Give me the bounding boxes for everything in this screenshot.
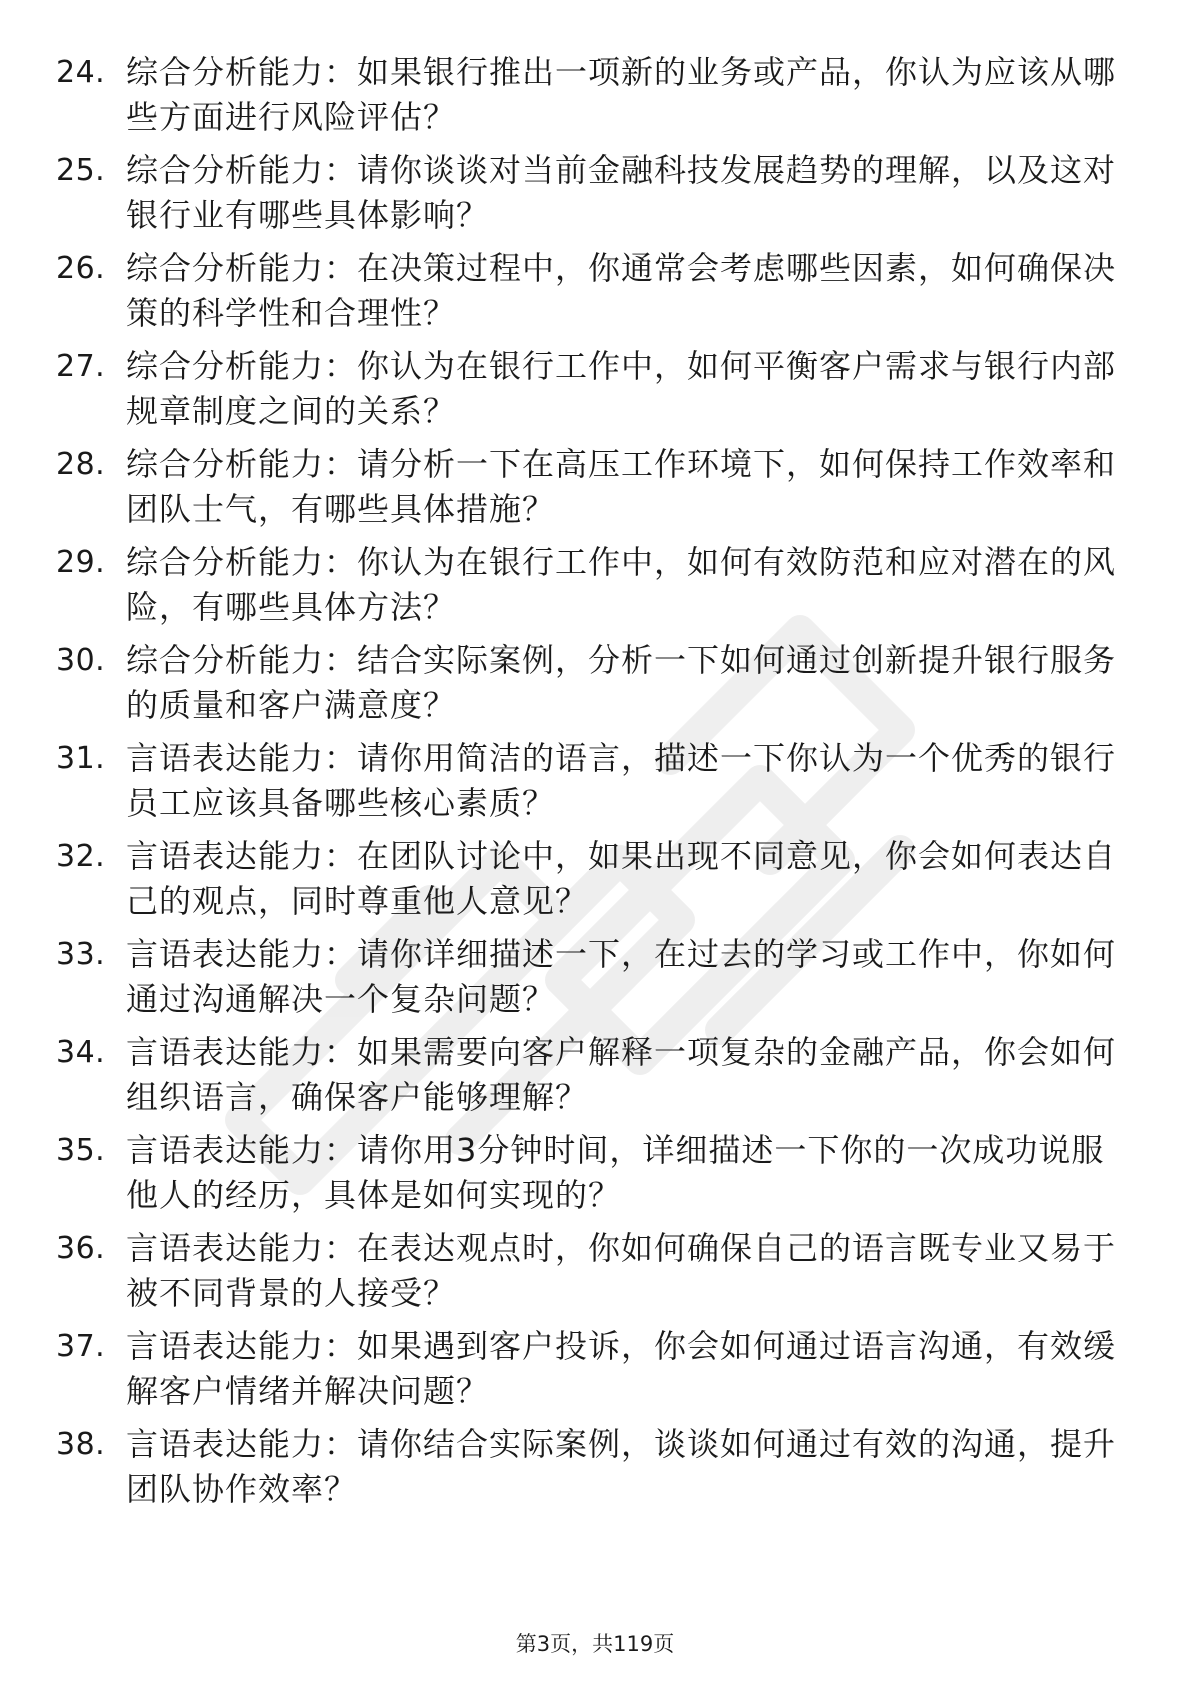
question-item-32 <box>56 834 1136 932</box>
question-number: 33. <box>56 937 106 972</box>
question-number: 35. <box>56 1133 106 1168</box>
question-text: 言语表达能力：如果需要向客户解释一项复杂的金融产品，你会如何组织语言，确保客户能够理解？ <box>126 1033 1117 1116</box>
question-text: 综合分析能力：请分析一下在高压工作环境下，如何保持工作效率和团队士气，有哪些具体措施？ <box>126 445 1117 528</box>
question-item-31 <box>56 736 1136 834</box>
question-item-24 <box>56 50 1136 148</box>
question-number: 38. <box>56 1427 106 1462</box>
question-number: 25. <box>56 153 106 188</box>
question-list <box>56 50 1136 1520</box>
question-text: 言语表达能力：在表达观点时，你如何确保自己的语言既专业又易于被不同背景的人接受？ <box>126 1229 1117 1312</box>
question-number: 27. <box>56 349 106 384</box>
question-text: 综合分析能力：你认为在银行工作中，如何有效防范和应对潜在的风险，有哪些具体方法？ <box>126 543 1117 626</box>
question-item-29 <box>56 540 1136 638</box>
question-number: 32. <box>56 839 106 874</box>
page-footer: 第3页，共119页 <box>515 1632 675 1656</box>
question-text: 言语表达能力：请你结合实际案例，谈谈如何通过有效的沟通，提升团队协作效率？ <box>126 1425 1117 1508</box>
question-item-35 <box>56 1128 1136 1226</box>
question-text: 综合分析能力：在决策过程中，你通常会考虑哪些因素，如何确保决策的科学性和合理性？ <box>126 249 1117 332</box>
question-number: 24. <box>56 55 106 90</box>
question-number: 34. <box>56 1035 106 1070</box>
question-item-37 <box>56 1324 1136 1422</box>
question-item-33 <box>56 932 1136 1030</box>
question-number: 26. <box>56 251 106 286</box>
question-number: 31. <box>56 741 106 776</box>
question-item-36 <box>56 1226 1136 1324</box>
question-item-26 <box>56 246 1136 344</box>
question-text: 言语表达能力：请你用简洁的语言，描述一下你认为一个优秀的银行员工应该具备哪些核心素质？ <box>126 739 1117 822</box>
question-item-27 <box>56 344 1136 442</box>
question-item-30 <box>56 638 1136 736</box>
question-text: 综合分析能力：如果银行推出一项新的业务或产品，你认为应该从哪些方面进行风险评估？ <box>126 53 1117 136</box>
question-item-25 <box>56 148 1136 246</box>
question-item-28 <box>56 442 1136 540</box>
question-text: 言语表达能力：请你用3分钟时间，详细描述一下你的一次成功说服他人的经历，具体是如何实现的？ <box>126 1131 1105 1214</box>
question-text: 言语表达能力：请你详细描述一下，在过去的学习或工作中，你如何通过沟通解决一个复杂问题？ <box>126 935 1117 1018</box>
question-text: 综合分析能力：请你谈谈对当前金融科技发展趋势的理解，以及这对银行业有哪些具体影响？ <box>126 151 1117 234</box>
question-item-38 <box>56 1422 1136 1520</box>
question-text: 言语表达能力：如果遇到客户投诉，你会如何通过语言沟通，有效缓解客户情绪并解决问题？ <box>126 1327 1117 1410</box>
question-text: 言语表达能力：在团队讨论中，如果出现不同意见，你会如何表达自己的观点，同时尊重他人意见？ <box>126 837 1117 920</box>
question-text: 综合分析能力：你认为在银行工作中，如何平衡客户需求与银行内部规章制度之间的关系？ <box>126 347 1117 430</box>
question-text: 综合分析能力：结合实际案例，分析一下如何通过创新提升银行服务的质量和客户满意度？ <box>126 641 1117 724</box>
question-number: 28. <box>56 447 106 482</box>
question-number: 30. <box>56 643 106 678</box>
question-item-34 <box>56 1030 1136 1128</box>
question-number: 36. <box>56 1231 106 1266</box>
question-number: 29. <box>56 545 106 580</box>
question-number: 37. <box>56 1329 106 1364</box>
